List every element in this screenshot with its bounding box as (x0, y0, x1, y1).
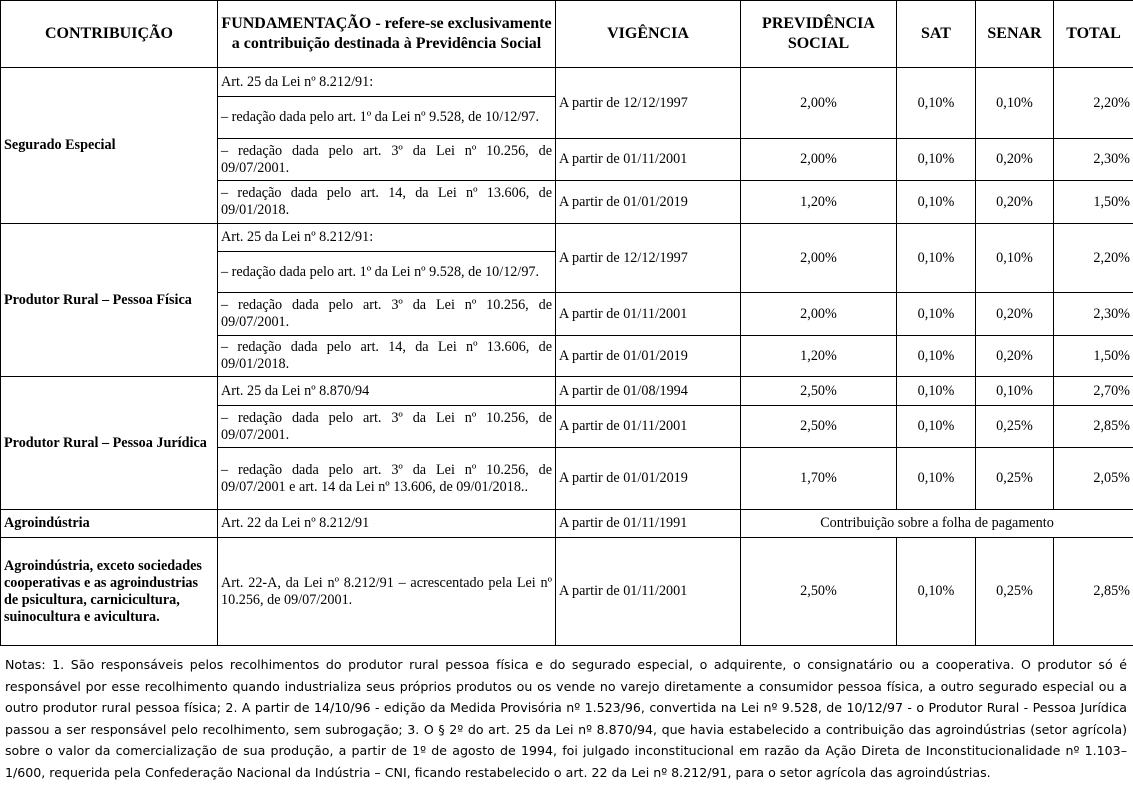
total-cell: 2,70% (1054, 377, 1133, 406)
header-sat: SAT (897, 1, 976, 68)
senar-cell: 0,25% (976, 448, 1054, 510)
group-produtor-pf: Produtor Rural – Pessoa Física (1, 224, 218, 377)
senar-cell: 0,10% (976, 68, 1054, 139)
group-segurado-especial: Segurado Especial (1, 68, 218, 224)
sat-cell: 0,10% (897, 139, 976, 181)
total-cell: 2,20% (1054, 68, 1133, 139)
fund-cell: – redação dada pelo art. 3º da Lei nº 10.256, de 09/07/2001. (218, 293, 556, 336)
fund-cell: Art. 22-A, da Lei nº 8.212/91 – acrescentado pela Lei nº 10.256, de 09/07/2001. (218, 538, 556, 646)
previdencia-cell: 2,00% (741, 139, 897, 181)
fund-cell: – redação dada pelo art. 1º da Lei nº 9.528, de 10/12/97. (218, 97, 556, 139)
header-vigencia: VIGÊNCIA (556, 1, 741, 68)
total-cell: 2,30% (1054, 293, 1133, 336)
previdencia-cell: 1,20% (741, 336, 897, 377)
previdencia-cell: 2,00% (741, 224, 897, 293)
vigencia-cell: A partir de 01/11/2001 (556, 139, 741, 181)
sat-cell: 0,10% (897, 181, 976, 224)
folha-pagamento-cell: Contribuição sobre a folha de pagamento (741, 510, 1133, 538)
sat-cell: 0,10% (897, 68, 976, 139)
vigencia-cell: A partir de 01/11/2001 (556, 406, 741, 448)
previdencia-cell: 2,00% (741, 293, 897, 336)
vigencia-cell: A partir de 12/12/1997 (556, 224, 741, 293)
group-produtor-pj: Produtor Rural – Pessoa Jurídica (1, 377, 218, 510)
table-row (1, 68, 1133, 97)
total-cell: 1,50% (1054, 181, 1133, 224)
sat-cell: 0,10% (897, 293, 976, 336)
fund-cell: – redação dada pelo art. 3º da Lei nº 10.256, de 09/07/2001 e art. 14 da Lei nº 13.606, de 09/01/2018.. (218, 448, 556, 510)
group-agroindustria-exceto: Agroindústria, exceto sociedades cooperativas e as agroindustrias de psicultura, carnicicultura, suinocultura e avicultura. (1, 538, 218, 646)
table-row (1, 538, 1133, 646)
vigencia-cell: A partir de 01/01/2019 (556, 448, 741, 510)
header-total: TOTAL (1054, 1, 1133, 68)
vigencia-cell: A partir de 01/01/2019 (556, 336, 741, 377)
senar-cell: 0,20% (976, 139, 1054, 181)
group-agroindustria: Agroindústria (1, 510, 218, 538)
previdencia-cell: 2,50% (741, 377, 897, 406)
previdencia-cell: 2,00% (741, 68, 897, 139)
fund-cell: Art. 25 da Lei nº 8.212/91: (218, 224, 556, 252)
fund-cell: Art. 22 da Lei nº 8.212/91 (218, 510, 556, 538)
sat-cell: 0,10% (897, 538, 976, 646)
table-row (1, 510, 1133, 538)
senar-cell: 0,20% (976, 181, 1054, 224)
total-cell: 2,30% (1054, 139, 1133, 181)
table-row (1, 377, 1133, 406)
sat-cell: 0,10% (897, 377, 976, 406)
total-cell: 2,85% (1054, 538, 1133, 646)
previdencia-cell: 2,50% (741, 538, 897, 646)
header-previdencia: PREVIDÊNCIA SOCIAL (741, 1, 897, 68)
fund-cell: – redação dada pelo art. 14, da Lei nº 13.606, de 09/01/2018. (218, 181, 556, 224)
senar-cell: 0,10% (976, 224, 1054, 293)
sat-cell: 0,10% (897, 224, 976, 293)
previdencia-cell: 2,50% (741, 406, 897, 448)
header-contribuicao: CONTRIBUIÇÃO (1, 1, 218, 68)
notes-paragraph: Notas: 1. São responsáveis pelos recolhimentos do produtor rural pessoa física e do segurado especial, o adquirente, o consignatário ou a cooperativa. O produtor só é responsável por esse recolhimento quando industrializa seus próprios produtos ou os vende no varejo diretamente a consumidor pessoa física, a outro segurado especial ou a outro produtor rural pessoa física; 2. A partir de 14/10/96 - edição da Medida Provisória nº 1.523/96, convertida na Lei nº 9.528, de 10/12/97 - o Produtor Rural - Pessoa Jurídica passou a ser responsável pelo recolhimento, sem subrogação; 3. O § 2º do art. 25 da Lei nº 8.870/94, que havia estabelecido a contribuição das agroindústrias (setor agrícola) sobre o valor da comercialização de sua produção, a partir de 1º de agosto de 1994, foi julgado inconstitucional em razão da Ação Direta de Inconstitucionalidade nº 1.103–1/600, requerida pela Confederação Nacional da Indústria – CNI, ficando restabelecido o art. 22 da Lei nº 8.212/91, para o setor agrícola das agroindústrias. (5, 657, 1127, 780)
fund-cell: Art. 25 da Lei nº 8.212/91: (218, 68, 556, 97)
vigencia-cell: A partir de 01/11/2001 (556, 293, 741, 336)
senar-cell: 0,25% (976, 538, 1054, 646)
senar-cell: 0,20% (976, 336, 1054, 377)
header-senar: SENAR (976, 1, 1054, 68)
header-fundamentacao: FUNDAMENTAÇÃO - refere-se exclusivamente a contribuição destinada à Previdência Social (218, 1, 556, 68)
fund-cell: – redação dada pelo art. 14, da Lei nº 13.606, de 09/01/2018. (218, 336, 556, 377)
table-row (1, 224, 1133, 252)
previdencia-cell: 1,20% (741, 181, 897, 224)
fund-cell: – redação dada pelo art. 3º da Lei nº 10.256, de 09/07/2001. (218, 139, 556, 181)
senar-cell: 0,20% (976, 293, 1054, 336)
sat-cell: 0,10% (897, 406, 976, 448)
total-cell: 1,50% (1054, 336, 1133, 377)
total-cell: 2,85% (1054, 406, 1133, 448)
previdencia-cell: 1,70% (741, 448, 897, 510)
total-cell: 2,05% (1054, 448, 1133, 510)
senar-cell: 0,10% (976, 377, 1054, 406)
total-cell: 2,20% (1054, 224, 1133, 293)
senar-cell: 0,25% (976, 406, 1054, 448)
vigencia-cell: A partir de 01/11/1991 (556, 510, 741, 538)
vigencia-cell: A partir de 01/08/1994 (556, 377, 741, 406)
vigencia-cell: A partir de 12/12/1997 (556, 68, 741, 139)
fund-cell: – redação dada pelo art. 3º da Lei nº 10.256, de 09/07/2001. (218, 406, 556, 448)
fund-cell: Art. 25 da Lei nº 8.870/94 (218, 377, 556, 406)
header-row (1, 1, 1133, 68)
vigencia-cell: A partir de 01/01/2019 (556, 181, 741, 224)
fund-cell: – redação dada pelo art. 1º da Lei nº 9.528, de 10/12/97. (218, 252, 556, 293)
sat-cell: 0,10% (897, 336, 976, 377)
vigencia-cell: A partir de 01/11/2001 (556, 538, 741, 646)
sat-cell: 0,10% (897, 448, 976, 510)
